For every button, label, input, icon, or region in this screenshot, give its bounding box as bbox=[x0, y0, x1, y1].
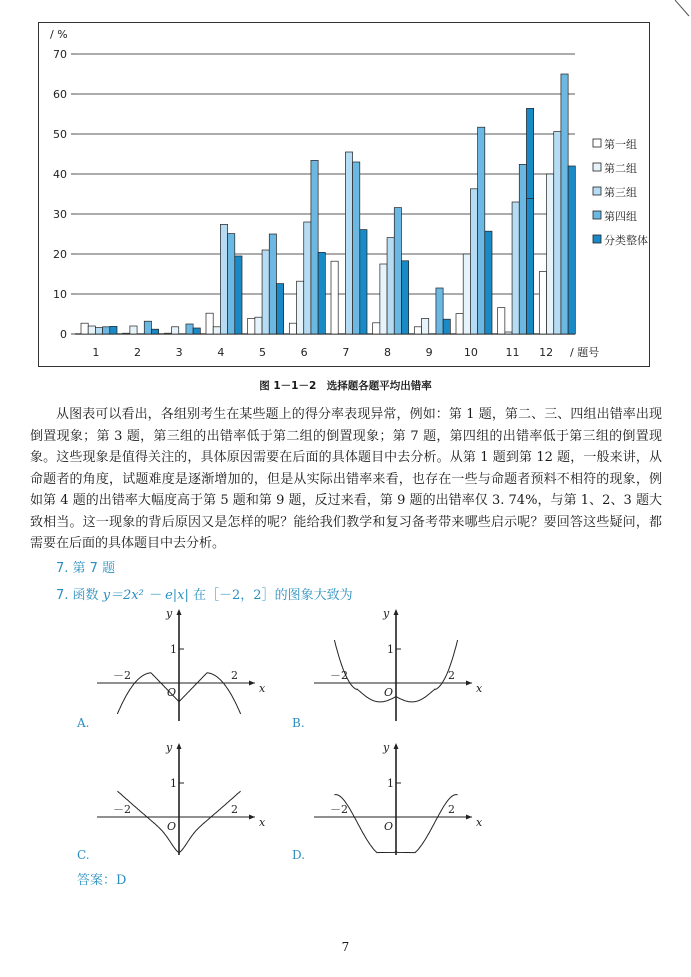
y-label: y bbox=[383, 607, 390, 620]
x-tick-label: 3 bbox=[175, 346, 183, 359]
two-label: 2 bbox=[448, 669, 455, 682]
y-axis-arrow bbox=[177, 743, 182, 749]
bar bbox=[512, 202, 519, 334]
question-7 bbox=[56, 584, 353, 603]
x-axis-arrow bbox=[466, 815, 472, 820]
bar bbox=[373, 323, 380, 334]
legend-entry: 第二组 bbox=[604, 162, 637, 175]
bar bbox=[297, 281, 304, 334]
y-tick-label: 60 bbox=[53, 88, 67, 101]
option-c-label: C. bbox=[77, 848, 90, 862]
x-tick-label: 10 bbox=[463, 346, 478, 359]
bar bbox=[123, 333, 130, 334]
bar-chart-svg bbox=[38, 22, 650, 367]
x-tick-label: 1 bbox=[92, 346, 100, 359]
x-tick-label: 11 bbox=[505, 346, 520, 359]
bar bbox=[519, 164, 526, 334]
option-a-graph bbox=[95, 603, 275, 721]
bar bbox=[526, 198, 533, 334]
x-tick-label: 4 bbox=[217, 346, 225, 359]
section-heading: 7. 第 7 题 bbox=[56, 561, 116, 576]
bar bbox=[95, 328, 102, 334]
x-axis-arrow bbox=[249, 815, 255, 820]
x-tick-label: 6 bbox=[300, 346, 308, 359]
bar bbox=[422, 318, 429, 334]
bar bbox=[151, 329, 158, 334]
question-text-before: 函数 bbox=[72, 588, 103, 603]
x-tick-label: 9 bbox=[425, 346, 433, 359]
y-tick-label: 70 bbox=[53, 48, 67, 61]
bar bbox=[206, 313, 213, 334]
one-label: 1 bbox=[387, 643, 394, 656]
origin-label: O bbox=[167, 820, 177, 833]
y-tick-label: 0 bbox=[60, 328, 67, 341]
y-axis-label: / % bbox=[50, 28, 68, 41]
legend-entry: 分类整体 bbox=[604, 234, 648, 247]
origin-label: O bbox=[384, 820, 394, 833]
bar bbox=[331, 261, 338, 334]
y-label: y bbox=[383, 741, 390, 754]
x-tick-label: 12 bbox=[539, 346, 554, 359]
bar bbox=[554, 132, 561, 334]
error-rate-chart bbox=[38, 22, 650, 367]
bar bbox=[561, 74, 568, 334]
bar bbox=[248, 318, 255, 334]
neg-two-label: －2 bbox=[330, 669, 348, 682]
x-axis-arrow bbox=[249, 681, 255, 686]
x-tick-label: 5 bbox=[259, 346, 266, 359]
bar bbox=[228, 234, 235, 334]
bar bbox=[463, 254, 470, 334]
bar bbox=[414, 327, 421, 334]
neg-two-label: －2 bbox=[113, 803, 131, 816]
bar bbox=[103, 327, 110, 334]
y-axis-arrow bbox=[177, 609, 182, 615]
bar bbox=[213, 327, 220, 334]
figure-caption: 图 1－1－2 选择题各题平均出错率 bbox=[259, 380, 432, 392]
bar bbox=[539, 272, 546, 334]
bar bbox=[547, 174, 554, 334]
x-label: x bbox=[259, 816, 266, 829]
y-tick-label: 40 bbox=[53, 168, 67, 181]
bar bbox=[110, 326, 117, 334]
y-label: y bbox=[166, 741, 173, 754]
page-number: 7 bbox=[341, 940, 350, 954]
option-d-label: D. bbox=[292, 848, 306, 862]
bar bbox=[276, 284, 283, 334]
x-tick-label: 7 bbox=[342, 346, 350, 359]
bar bbox=[318, 252, 325, 334]
bar bbox=[289, 323, 296, 334]
two-label: 2 bbox=[231, 803, 238, 816]
legend-swatch bbox=[593, 187, 601, 195]
bar bbox=[172, 327, 179, 334]
option-d-graph bbox=[312, 737, 492, 855]
bar bbox=[81, 323, 88, 334]
bar bbox=[193, 328, 200, 334]
bar bbox=[443, 319, 450, 334]
option-b-graph bbox=[312, 603, 492, 721]
legend-entry: 第四组 bbox=[604, 210, 637, 223]
bar bbox=[485, 231, 492, 334]
y-axis-arrow bbox=[394, 743, 399, 749]
bar bbox=[387, 238, 394, 334]
x-tick-labels bbox=[92, 346, 553, 359]
neg-two-label: －2 bbox=[113, 669, 131, 682]
y-axis-arrow bbox=[394, 609, 399, 615]
origin-label: O bbox=[384, 686, 394, 699]
two-label: 2 bbox=[231, 669, 238, 682]
bar bbox=[345, 152, 352, 334]
bar bbox=[470, 189, 477, 334]
bar bbox=[164, 333, 171, 334]
x-axis-arrow bbox=[466, 681, 472, 686]
bar bbox=[144, 321, 151, 334]
legend-entry: 第三组 bbox=[604, 186, 637, 199]
one-label: 1 bbox=[170, 777, 177, 790]
bar bbox=[311, 160, 318, 334]
legend-swatch bbox=[593, 163, 601, 171]
legend bbox=[593, 138, 648, 247]
bar bbox=[186, 324, 193, 334]
bar bbox=[88, 326, 95, 334]
bar bbox=[478, 127, 485, 334]
option-c-graph bbox=[95, 737, 275, 855]
bar bbox=[380, 264, 387, 334]
legend-swatch bbox=[593, 235, 601, 243]
legend-swatch bbox=[593, 139, 601, 147]
origin-label: O bbox=[167, 686, 177, 699]
bar bbox=[505, 332, 512, 334]
legend-swatch bbox=[593, 211, 601, 219]
bar bbox=[255, 317, 262, 334]
question-text-after: 在［－2，2］的图象大致为 bbox=[188, 588, 353, 603]
option-a-label: A. bbox=[77, 716, 90, 730]
bar bbox=[235, 256, 242, 334]
bar bbox=[262, 250, 269, 334]
bar bbox=[220, 224, 227, 334]
x-axis-label: / 题号 bbox=[570, 346, 600, 359]
page-corner-mark bbox=[671, 0, 691, 20]
bar bbox=[401, 261, 408, 334]
bar bbox=[394, 208, 401, 334]
bar bbox=[360, 230, 367, 334]
x-tick-label: 8 bbox=[384, 346, 391, 359]
bar bbox=[353, 162, 360, 334]
bar bbox=[269, 234, 276, 334]
option-b-label: B. bbox=[292, 716, 305, 730]
answer-text: 答案：D bbox=[77, 873, 127, 888]
y-tick-label: 20 bbox=[53, 248, 67, 261]
bar bbox=[568, 166, 575, 334]
bars bbox=[81, 74, 575, 334]
analysis-paragraph: 从图表可以看出，各组别考生在某些题上的得分率表现异常，例如：第 1 题，第二、三、四组出错率出现倒置现象；第 3 题，第三组的出错率低于第二组的倒置现象；第 7 题，第四组的出错率低于第三组的倒置现象。这些现象是值得关注的，具体原因需要在后面的具体题目中去分析。从第 1 题到第 12 题，一般来讲，从命题者的角度，试题难度是逐渐增加的，但是从实际出错率来看，也存在一些与命题者预料不相符的现象，例如第 4 题的出错率大幅度高于第 5 题和第 9 题，反过来看，第 9 题的出错率仅 3. 74%，与第 1、2、3 题大致相当。这一现象的背后原因又是怎样的呢？能给我们教学和复习备考带来哪些启示呢？要回答这些疑问，都需要在后面的具体题目中去分析。 bbox=[30, 407, 662, 551]
bar bbox=[456, 314, 463, 334]
bar bbox=[130, 326, 137, 334]
y-label: y bbox=[166, 607, 173, 620]
y-tick-labels bbox=[53, 48, 67, 341]
y-tick-label: 50 bbox=[53, 128, 67, 141]
question-number: 7. bbox=[56, 588, 69, 603]
x-label: x bbox=[259, 682, 266, 695]
x-label: x bbox=[476, 682, 483, 695]
one-label: 1 bbox=[170, 643, 177, 656]
question-formula: y＝2x² － e|x| bbox=[102, 588, 189, 603]
legend-entry: 第一组 bbox=[604, 138, 637, 151]
bar bbox=[436, 288, 443, 334]
bar bbox=[304, 222, 311, 334]
neg-two-label: －2 bbox=[330, 803, 348, 816]
two-label: 2 bbox=[448, 803, 455, 816]
x-tick-label: 2 bbox=[134, 346, 141, 359]
x-label: x bbox=[476, 816, 483, 829]
y-tick-label: 10 bbox=[53, 288, 67, 301]
y-tick-label: 30 bbox=[53, 208, 67, 221]
bar bbox=[498, 308, 505, 334]
one-label: 1 bbox=[387, 777, 394, 790]
